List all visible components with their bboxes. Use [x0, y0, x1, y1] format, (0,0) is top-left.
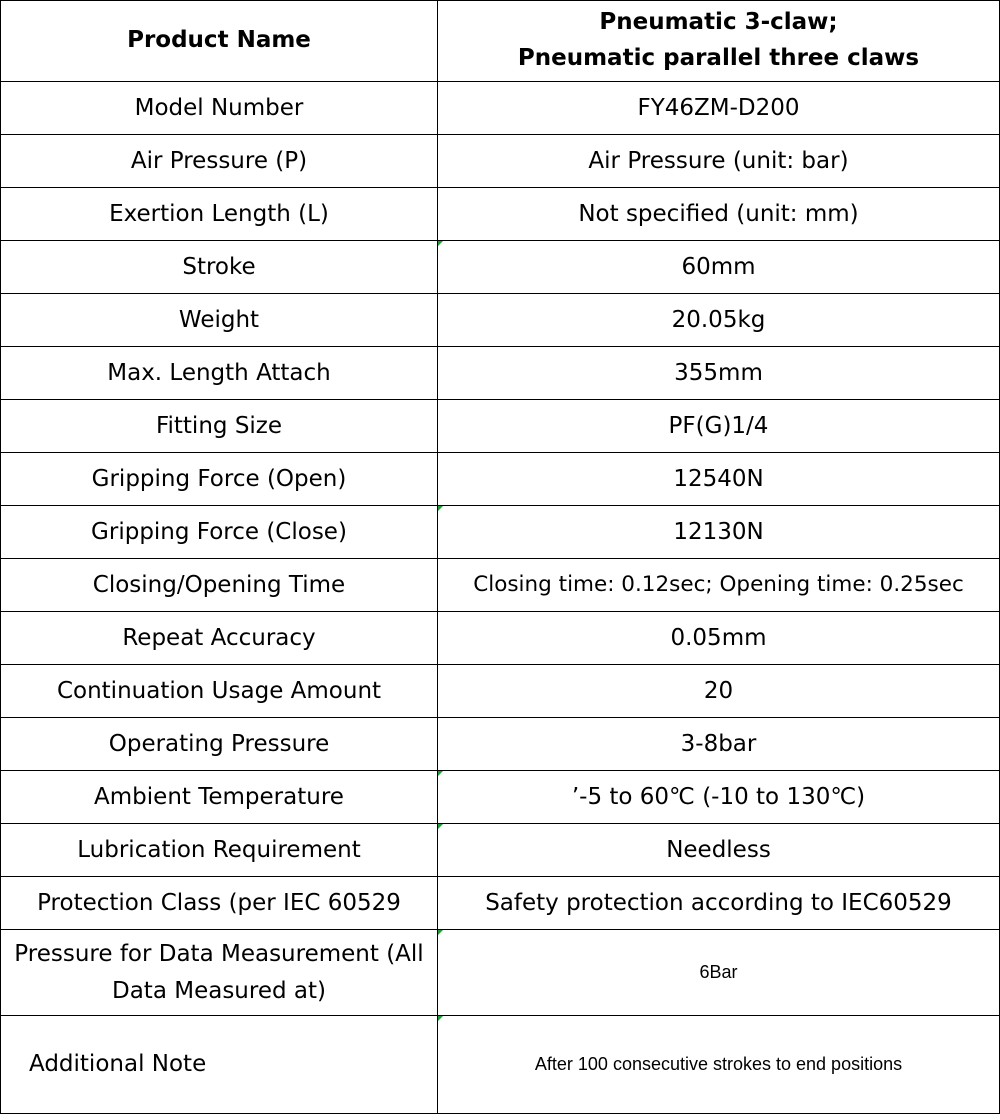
row-label: Fitting Size	[1, 400, 438, 453]
row-label: Continuation Usage Amount	[1, 665, 438, 718]
row-value: Not specified (unit: mm)	[438, 188, 1000, 241]
header-value-line1: Pneumatic 3-claw;	[599, 9, 838, 36]
row-label: Closing/Opening Time	[1, 559, 438, 612]
row-label: Model Number	[1, 82, 438, 135]
table-row	[1, 188, 1000, 241]
table-header-row	[1, 1, 1000, 82]
row-value-cell	[438, 771, 1000, 824]
table-row	[1, 930, 1000, 1016]
row-value: 12540N	[438, 453, 1000, 506]
row-label: Stroke	[1, 241, 438, 294]
row-label: Pressure for Data Measurement (All Data Measured at)	[1, 930, 438, 1016]
row-label: Operating Pressure	[1, 718, 438, 771]
row-label: Lubrication Requirement	[1, 824, 438, 877]
table-row	[1, 718, 1000, 771]
table-row	[1, 135, 1000, 188]
row-value-cell	[438, 930, 1000, 1016]
row-value-cell	[438, 506, 1000, 559]
row-value: 60mm	[681, 253, 756, 280]
cell-corner-marker	[438, 241, 443, 246]
row-label: Exertion Length (L)	[1, 188, 438, 241]
cell-corner-marker	[438, 824, 443, 829]
row-value: Needless	[666, 836, 771, 863]
row-value: ’-5 to 60℃ (-10 to 130℃)	[571, 783, 866, 810]
table-row	[1, 347, 1000, 400]
row-value-cell	[438, 1016, 1000, 1114]
cell-corner-marker	[438, 930, 443, 935]
row-value: Safety protection according to IEC60529	[438, 877, 1000, 930]
header-label: Product Name	[127, 27, 311, 54]
header-value-line2: Pneumatic parallel three claws	[517, 45, 920, 71]
table-row	[1, 612, 1000, 665]
cell-corner-marker	[438, 506, 443, 511]
row-label: Repeat Accuracy	[1, 612, 438, 665]
table-row	[1, 877, 1000, 930]
row-label: Gripping Force (Open)	[1, 453, 438, 506]
row-value: 20	[438, 665, 1000, 718]
row-label: Max. Length Attach	[1, 347, 438, 400]
cell-corner-marker	[438, 771, 443, 776]
row-label: Air Pressure (P)	[1, 135, 438, 188]
table-row	[1, 559, 1000, 612]
row-value: 6Bar	[699, 961, 738, 982]
row-value-cell	[438, 241, 1000, 294]
table-row	[1, 771, 1000, 824]
row-value: After 100 consecutive strokes to end positions	[534, 1053, 903, 1074]
row-value: PF(G)1/4	[438, 400, 1000, 453]
row-label: Gripping Force (Close)	[1, 506, 438, 559]
table-row	[1, 506, 1000, 559]
table-row	[1, 241, 1000, 294]
row-value: FY46ZM-D200	[438, 82, 1000, 135]
row-value: Closing time: 0.12sec; Opening time: 0.25sec	[438, 559, 1000, 612]
row-label: Protection Class (per IEC 60529	[1, 877, 438, 930]
cell-corner-marker	[438, 1016, 443, 1021]
header-value-cell	[438, 1, 1000, 82]
row-value-cell	[438, 824, 1000, 877]
table-row	[1, 1016, 1000, 1114]
row-value: 20.05kg	[438, 294, 1000, 347]
row-value: 12130N	[673, 518, 764, 545]
row-value: Air Pressure (unit: bar)	[438, 135, 1000, 188]
row-label: Weight	[1, 294, 438, 347]
row-value: 0.05mm	[438, 612, 1000, 665]
table-row	[1, 453, 1000, 506]
header-label-cell	[1, 1, 438, 82]
table-row	[1, 82, 1000, 135]
row-label: Ambient Temperature	[1, 771, 438, 824]
row-value: 3-8bar	[438, 718, 1000, 771]
table-row	[1, 665, 1000, 718]
table-row	[1, 824, 1000, 877]
row-value: 355mm	[438, 347, 1000, 400]
table-row	[1, 400, 1000, 453]
table-row	[1, 294, 1000, 347]
row-label: Additional Note	[1, 1016, 438, 1114]
